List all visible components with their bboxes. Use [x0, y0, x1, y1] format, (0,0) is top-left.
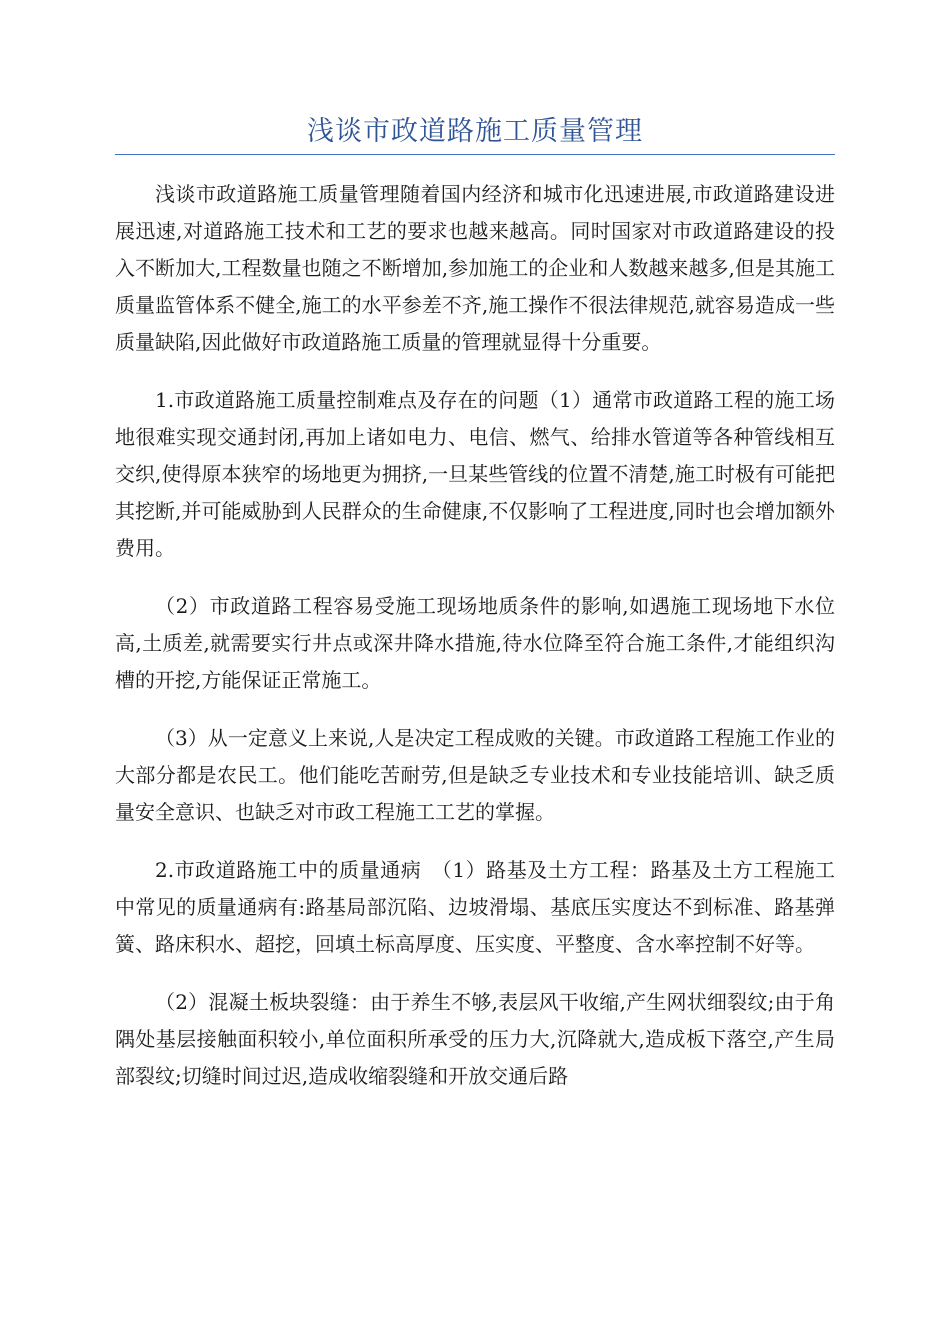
paragraph-section-1-item-3: （3）从一定意义上来说,人是决定工程成败的关键。市政道路工程施工作业的大部分都是农民工。他们能吃苦耐劳,但是缺乏专业技术和专业技能培训、缺乏质量安全意识、也缺乏对市政工程施工工艺的掌握。 — [115, 726, 835, 824]
document-page — [115, 110, 835, 1095]
paragraph-section-2: 2.市政道路施工中的质量通病 （1）路基及土方工程：路基及土方工程施工中常见的质量通病有:路基局部沉陷、边坡滑塌、基底压实度达不到标准、路基弹簧、路床积水、超挖，回填土标高厚度、压实度、平整度、含水率控制不好等。 — [115, 858, 835, 956]
paragraph-section-2-item-2: （2）混凝土板块裂缝：由于养生不够,表层风干收缩,产生网状细裂纹;由于角隅处基层接触面积较小,单位面积所承受的压力大,沉降就大,造成板下落空,产生局部裂纹;切缝时间过迟,造成收缩裂缝和开放交通后路 — [115, 990, 835, 1088]
paragraph-intro: 浅谈市政道路施工质量管理随着国内经济和城市化迅速进展,市政道路建设进展迅速,对道路施工技术和工艺的要求也越来越高。同时国家对市政道路建设的投入不断加大,工程数量也随之不断增加,参加施工的企业和人数越来越多,但是其施工质量监管体系不健全,施工的水平参差不齐,施工操作不很法律规范,就容易造成一些质量缺陷,因此做好市政道路施工质量的管理就显得十分重要。 — [115, 182, 835, 354]
paragraph-section-1-item-2: （2）市政道路工程容易受施工现场地质条件的影响,如遇施工现场地下水位高,土质差,就需要实行井点或深井降水措施,待水位降至符合施工条件,才能组织沟槽的开挖,方能保证正常施工。 — [115, 594, 835, 692]
document-title: 浅谈市政道路施工质量管理 — [307, 116, 643, 147]
title-underline — [115, 154, 835, 155]
paragraph-section-1: 1.市政道路施工质量控制难点及存在的问题（1）通常市政道路工程的施工场地很难实现交通封闭,再加上诸如电力、电信、燃气、给排水管道等各种管线相互交织,使得原本狭窄的场地更为拥挤,一旦某些管线的位置不清楚,施工时极有可能把其挖断,并可能威胁到人民群众的生命健康,不仅影响了工程进度,同时也会增加额外费用。 — [115, 388, 835, 560]
